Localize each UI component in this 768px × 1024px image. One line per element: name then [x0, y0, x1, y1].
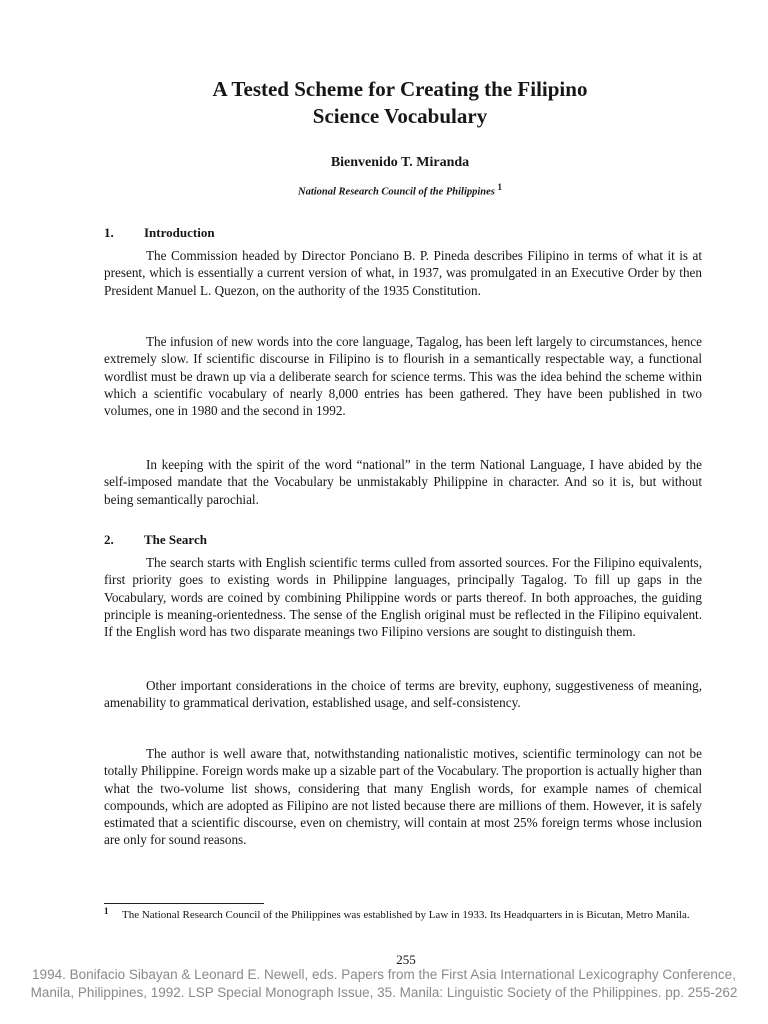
page-number: 255: [396, 952, 416, 967]
citation-line-2: Manila, Philippines, 1992. LSP Special Monograph Issue, 35. Manila: Linguistic Society of the Philippines. pp. 255-262: [30, 985, 738, 1000]
paragraph-1-2: The infusion of new words into the core language, Tagalog, has been left largely to circumstances, hence extremely slow. If scientific discourse in Filipino is to flourish in a semantically respectable way, a functional wordlist must be drawn up via a deliberate search for science terms. This was the idea behind the scheme within which a scientific vocabulary of nearly 8,000 entries has been gathered. They have been published in two volumes, one in 1980 and the second in 1992.: [104, 334, 702, 419]
affiliation-text: National Research Council of the Philippines: [297, 186, 495, 198]
citation-watermark: [0, 966, 768, 1002]
section-1-title: Introduction: [144, 225, 215, 240]
section-1-number: 1.: [104, 225, 114, 240]
section-2-number: 2.: [104, 532, 114, 547]
section-2-heading: [104, 532, 207, 548]
affiliation-footnote-mark: 1: [497, 182, 503, 192]
paper-title: [0, 76, 768, 130]
author-affiliation: [0, 180, 768, 200]
author-name: Bienvenido T. Miranda: [330, 155, 470, 170]
title-line-1: A Tested Scheme for Creating the Filipino: [212, 77, 588, 101]
title-line-2: Science Vocabulary: [312, 104, 488, 128]
paragraph-1-3: In keeping with the spirit of the word “national” in the term National Language, I have abided by the self-imposed mandate that the Vocabulary be unmistakably Philippine in character. And so it is, but without being semantically parochial.: [104, 457, 702, 507]
paragraph-2-1: The search starts with English scientific terms culled from assorted sources. For the Filipino equivalents, first priority goes to existing words in Philippine languages, principally Tagalog. To fill up gaps in the Vocabulary, words are coined by combining Philippine words or parts thereof. In both approaches, the guiding principle is meaning-orientedness. The sense of the English original must be reflected in the Filipino equivalent. If the English word has two disparate meanings two Filipino versions are sought to distinguish them.: [104, 555, 702, 640]
footnote-mark: 1: [104, 906, 109, 916]
footnote-separator: [104, 903, 264, 904]
footnote-text: The National Research Council of the Philippines was established by Law in 1933. Its Headquarters in is Bicutan, Metro Manila.: [122, 909, 690, 921]
paragraph-1-1: The Commission headed by Director Ponciano B. P. Pineda describes Filipino in terms of what it is at present, which is essentially a current version of what, in 1937, was promulgated in an Executive Order by then President Manuel L. Quezon, on the authority of the 1935 Constitution.: [104, 248, 702, 298]
paragraph-2-3: The author is well aware that, notwithstanding nationalistic motives, scientific terminology can not be totally Philippine. Foreign words make up a sizable part of the Vocabulary. The proportion is actually higher than what the two-volume list shows, considering that many English words, for example names of chemical compounds, which are adopted as Filipino are not listed because there are millions of them. However, it is safely estimated that a scientific discourse, even on chemistry, will contain at most 25% foreign terms whose inclusion are only for sound reasons.: [104, 746, 702, 848]
citation-line-1: 1994. Bonifacio Sibayan & Leonard E. Newell, eds. Papers from the First Asia International Lexicography Conference,: [32, 967, 736, 982]
section-2-title: The Search: [144, 532, 207, 547]
section-1-heading: [104, 225, 215, 241]
paragraph-2-2: Other important considerations in the choice of terms are brevity, euphony, suggestiveness of meaning, amenability to grammatical derivation, established usage, and self-consistency.: [104, 678, 702, 711]
footnote: [104, 906, 704, 923]
